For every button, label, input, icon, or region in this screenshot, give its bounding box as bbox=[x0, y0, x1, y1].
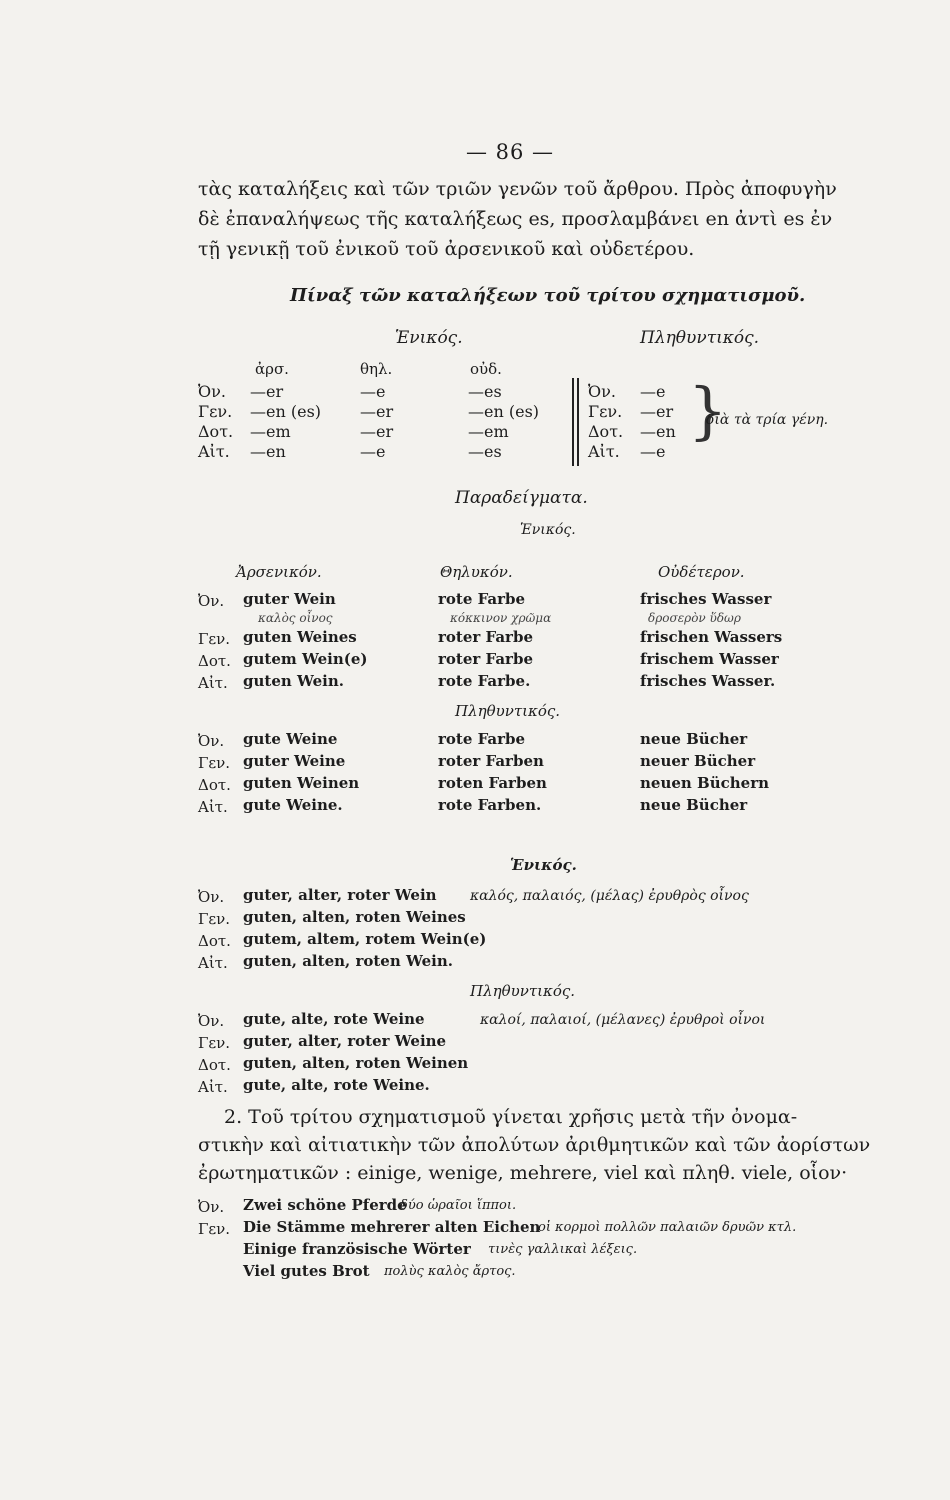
example-fem: roter Farbe bbox=[438, 650, 533, 668]
case-label: Αἰτ. bbox=[198, 1078, 228, 1096]
neut-ending: —es bbox=[468, 442, 502, 461]
brace-icon: } bbox=[688, 374, 728, 447]
fem-ending: —e bbox=[360, 442, 386, 461]
gender-col-masc: Ἀρσενικόν. bbox=[236, 563, 322, 581]
section2-line-1: 2. Τοῦ τρίτου σχηματισμοῦ γίνεται χρῆσις μετὰ τῆν ὀνομα- bbox=[224, 1106, 798, 1128]
case-label: Δοτ. bbox=[198, 422, 234, 441]
singular-header: Ἑνικός. bbox=[395, 328, 463, 348]
section2-example-de: Viel gutes Brot bbox=[243, 1262, 370, 1280]
neut-ending: —en (es) bbox=[468, 402, 540, 421]
example-fem: roter Farbe bbox=[438, 628, 533, 646]
plural-case: Γεν. bbox=[588, 402, 623, 421]
example-neut: neuen Büchern bbox=[640, 774, 770, 792]
intro-line-2: δὲ ἐπαναλήψεως τῆς καταλήξεως es, προσλαμβάνει en ἀντὶ es ἐν bbox=[198, 208, 833, 230]
examples-title: Παραδείγματα. bbox=[455, 488, 588, 508]
fem-ending: —er bbox=[360, 402, 394, 421]
neut-ending: —es bbox=[468, 382, 502, 401]
section2-example-gr: τινὲς γαλλικαὶ λέξεις. bbox=[488, 1242, 638, 1257]
combined-de: guter, alter, roter Wein bbox=[243, 886, 437, 904]
case-label: Γεν. bbox=[198, 754, 231, 772]
combined-de: guten, alten, roten Weinen bbox=[243, 1054, 469, 1072]
combined-gr: καλοί, παλαιοί, (μέλανες) ἐρυθροὶ οἶνοι bbox=[480, 1012, 766, 1028]
combined-de: gutem, altem, rotem Wein(e) bbox=[243, 930, 487, 948]
example-fem: roten Farben bbox=[438, 774, 547, 792]
plural-case: Ὀν. bbox=[588, 382, 616, 401]
page-number: — 86 — bbox=[465, 140, 555, 164]
example-masc: gutem Wein(e) bbox=[243, 650, 368, 668]
table-title: Πίναξ τῶν καταλήξεων τοῦ τρίτου σχηματισμοῦ. bbox=[290, 285, 806, 306]
example-neut: neue Bücher bbox=[640, 796, 748, 814]
example-neut: neue Bücher bbox=[640, 730, 748, 748]
case-label: Ὀν. bbox=[198, 1012, 225, 1030]
plural-ending: —e bbox=[640, 382, 666, 401]
section2-example-gr: δύο ὡραῖοι ἵπποι. bbox=[400, 1198, 517, 1213]
case-label: Αἰτ. bbox=[198, 954, 228, 972]
example-neut: frischen Wassers bbox=[640, 628, 783, 646]
section2-line-3: ἐρωτηματικῶν : einige, wenige, mehrere, viel καὶ πληθ. viele, οἷον· bbox=[198, 1162, 848, 1184]
plural-ending: —en bbox=[640, 422, 676, 441]
case-label: Δοτ. bbox=[198, 932, 231, 950]
case-label: Δοτ. bbox=[198, 776, 231, 794]
neut-col-header: οὐδ. bbox=[470, 360, 502, 378]
case-label: Γεν. bbox=[198, 630, 231, 648]
masc-ending: —en bbox=[250, 442, 286, 461]
examples-plural-header: Πληθυντικός. bbox=[455, 702, 561, 720]
intro-line-1: τὰς καταλήξεις καὶ τῶν τριῶν γενῶν τοῦ ἄρθρου. Πρὸς ἀποφυγὴν bbox=[198, 178, 837, 200]
examples-singular-header: Ἑνικός. bbox=[520, 522, 576, 538]
combined-de: gute, alte, rote Weine. bbox=[243, 1076, 430, 1094]
combined-de: guter, alter, roter Weine bbox=[243, 1032, 447, 1050]
example-fem: rote Farbe. bbox=[438, 672, 531, 690]
example-neut: frisches Wasser bbox=[640, 590, 772, 608]
example-fem: rote Farben. bbox=[438, 796, 542, 814]
masc-ending: —en (es) bbox=[250, 402, 322, 421]
example-fem: rote Farbe bbox=[438, 590, 526, 608]
section2-example-de: Die Stämme mehrerer alten Eichen bbox=[243, 1218, 541, 1236]
masc-ending: —em bbox=[250, 422, 291, 441]
example-masc: guten Weines bbox=[243, 628, 357, 646]
section2-line-2: στικὴν καὶ αἰτιατικὴν τῶν ἀπολύτων ἀριθμητικῶν καὶ τῶν ἀορίστων bbox=[198, 1134, 871, 1156]
case-label: Γεν. bbox=[198, 402, 233, 421]
gloss-neut: δροσερὸν ὕδωρ bbox=[648, 611, 741, 625]
case-label: Γεν. bbox=[198, 910, 231, 928]
example-masc: gute Weine bbox=[243, 730, 338, 748]
case-label: Ὀν. bbox=[198, 382, 226, 401]
plural-note: διὰ τὰ τρία γένη. bbox=[706, 412, 829, 428]
fem-ending: —e bbox=[360, 382, 386, 401]
plural-ending: —er bbox=[640, 402, 674, 421]
combined-plural-header: Πληθυντικός. bbox=[470, 982, 576, 1000]
case-label: Γεν. bbox=[198, 1220, 231, 1238]
example-masc: guter Weine bbox=[243, 752, 346, 770]
example-neut: frischem Wasser bbox=[640, 650, 779, 668]
case-label: Δοτ. bbox=[198, 1056, 231, 1074]
gender-col-neut: Οὐδέτερον. bbox=[658, 563, 745, 581]
fem-ending: —er bbox=[360, 422, 394, 441]
section2-example-de: Einige französische Wörter bbox=[243, 1240, 471, 1258]
combined-singular-header: Ἑνικός. bbox=[510, 856, 577, 874]
plural-ending: —e bbox=[640, 442, 666, 461]
example-masc: guten Wein. bbox=[243, 672, 344, 690]
case-label: Γεν. bbox=[198, 1034, 231, 1052]
plural-header: Πληθυντικός. bbox=[640, 328, 760, 348]
plural-case: Αἰτ. bbox=[588, 442, 620, 461]
section2-example-gr: πολὺς καλὸς ἄρτος. bbox=[384, 1264, 516, 1279]
case-label: Ὀν. bbox=[198, 1198, 225, 1216]
gloss-fem: κόκκινον χρῶμα bbox=[450, 611, 552, 625]
case-label: Ὀν. bbox=[198, 732, 225, 750]
case-label: Αἰτ. bbox=[198, 798, 228, 816]
example-fem: rote Farbe bbox=[438, 730, 526, 748]
case-label: Δοτ. bbox=[198, 652, 231, 670]
neut-ending: —em bbox=[468, 422, 509, 441]
combined-de: gute, alte, rote Weine bbox=[243, 1010, 425, 1028]
combined-de: guten, alten, roten Wein. bbox=[243, 952, 453, 970]
masc-ending: —er bbox=[250, 382, 284, 401]
section2-example-gr: οἱ κορμοὶ πολλῶν παλαιῶν δρυῶν κτλ. bbox=[538, 1220, 797, 1235]
combined-gr: καλός, παλαιός, (μέλας) ἐρυθρὸς οἶνος bbox=[470, 888, 749, 904]
gender-col-fem: Θηλυκόν. bbox=[440, 563, 513, 581]
plural-case: Δοτ. bbox=[588, 422, 624, 441]
example-masc: gute Weine. bbox=[243, 796, 343, 814]
case-label: Αἰτ. bbox=[198, 442, 230, 461]
section2-example-de: Zwei schöne Pferde bbox=[243, 1196, 407, 1214]
example-masc: guter Wein bbox=[243, 590, 336, 608]
example-fem: roter Farben bbox=[438, 752, 544, 770]
example-neut: frisches Wasser. bbox=[640, 672, 776, 690]
intro-line-3: τῇ γενικῇ τοῦ ἐνικοῦ τοῦ ἀρσενικοῦ καὶ οὐδετέρου. bbox=[198, 238, 695, 260]
masc-col-header: ἀρσ. bbox=[255, 360, 289, 378]
case-label: Ὀν. bbox=[198, 592, 225, 610]
divider bbox=[572, 378, 574, 466]
case-label: Αἰτ. bbox=[198, 674, 228, 692]
case-label: Ὀν. bbox=[198, 888, 225, 906]
example-masc: guten Weinen bbox=[243, 774, 360, 792]
fem-col-header: θηλ. bbox=[360, 360, 393, 378]
example-neut: neuer Bücher bbox=[640, 752, 756, 770]
divider bbox=[577, 378, 579, 466]
combined-de: guten, alten, roten Weines bbox=[243, 908, 466, 926]
gloss-masc: καλὸς οἶνος bbox=[258, 611, 333, 625]
